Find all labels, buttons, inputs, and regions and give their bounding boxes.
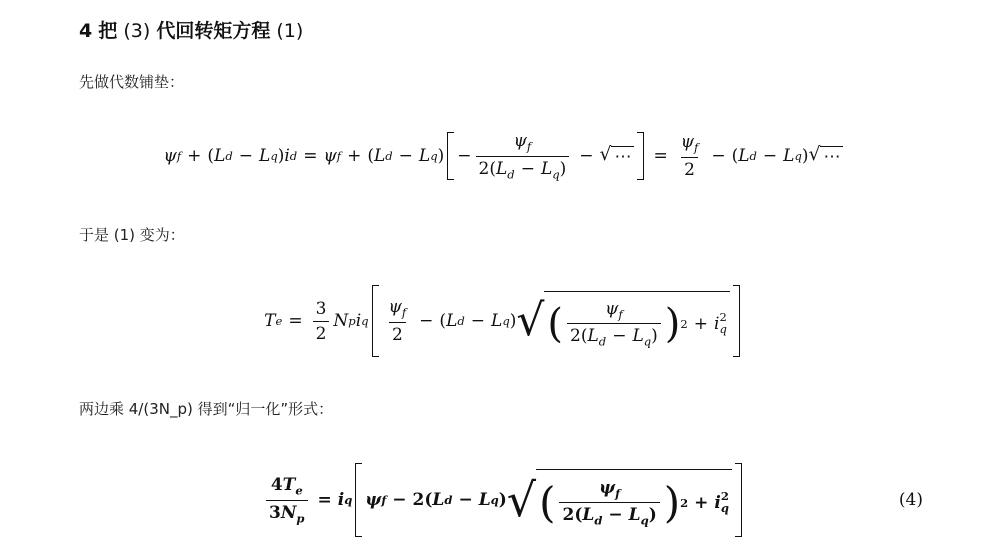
paragraph-algebra-prep: 先做代数铺垫： <box>79 73 185 91</box>
heading-verb: 把 <box>98 20 118 42</box>
equation-2-render: T e = $\frac{3}{2}$ N p i q $\frac{\psi_f}{2}$ − ( L d − L q ) √ ( $\frac{\psi_f}{2(L_d - L_q)}$ ) 2 + i 2 q <box>0 283 1007 359</box>
equation-number: (4) <box>898 490 923 510</box>
heading-main: 代回转矩方程 <box>156 20 271 42</box>
paragraph-becomes: 于是 (1) 变为： <box>79 226 185 244</box>
equation-3-render: $\frac{4T_e}{3N_p}$ = i q ψ f − 2 ( L d − L q ) √ ( $\frac{\psi_f}{2(L_d - L_q)}$ ) 2 + i 2 q <box>0 460 1007 540</box>
heading-ref-1: (1) <box>276 20 304 42</box>
heading-number: 4 <box>79 20 93 42</box>
equation-1 <box>0 128 1007 184</box>
equation-2 <box>0 283 1007 359</box>
equation-3 <box>0 460 1007 540</box>
equation-1-render: ψ f + ( L d − L q ) i d = ψ f + ( L d − L q ) − $\frac{\psi_f}{2(L_d - L_q)}$ − √ ⋯ = $\frac{\psi_f}{2}$ − ( L d − L q ) √ ⋯ <box>0 128 1007 184</box>
heading-ref-3: (3) <box>123 20 151 42</box>
paragraph-normalize: 两边乘 4/(3N_p) 得到“归一化”形式： <box>79 400 334 418</box>
section-heading <box>79 18 303 44</box>
